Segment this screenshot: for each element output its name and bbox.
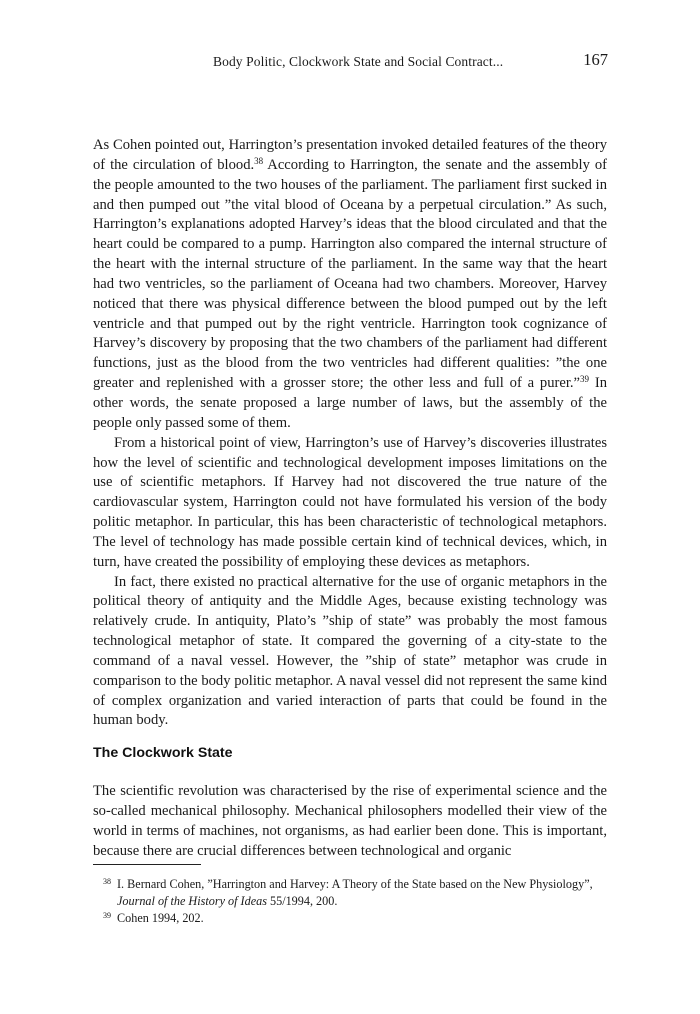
paragraph-scientific-revolution: The scientific revolution was characterised by the rise of experimental science and the so-called mechanical philosophy. Mechanical philosophers modelled their view of the world in terms of machines, not organisms, as had earlier been done. This is important, because there are crucial differences between technological and organic (93, 783, 607, 859)
journal-title: Journal of the History of Ideas (117, 894, 267, 908)
paragraph-text: In other words, the senate proposed a large number of laws, but the assembly of the people only passed some of them. (93, 375, 608, 431)
paragraph-harrington-circulation (93, 136, 607, 434)
footnote-number: 39 (103, 911, 111, 920)
page-number: 167 (583, 50, 608, 69)
footnote-text: I. Bernard Cohen, ”Harrington and Harvey: A Theory of the State based on the New Physiology”, (117, 877, 593, 891)
footnote-text: 55/1994, 200. (266, 894, 338, 908)
paragraph-text: According to Harrington, the senate and the assembly of the people amounted to the two houses of the parliament. The parliament first sucked in and then pumped out ”the vital blood of Oceana by a perpetual circulation.” As such, Harrington’s explanations adopted Harvey’s ideas that the blood circulated and that the heart could be compared to a pump. Harrington also compared the internal structure of the heart with the internal structure of the parliament. In the same way that the heart had two ventricles, so the parliament of Oceana had two chambers. Moreover, Harvey noticed that there was physical difference between the blood pumped out by the left ventricle and that pumped out by the right ventricle. Harrington took cognizance of Harvey’s discovery by proposing that the two chambers of the parliament had different functions, just as the blood from the two ventricles had different qualities: ”the one greater and replenished with a grosser store; the other less and full of a purer.” (93, 156, 607, 392)
footnote-ref-38[interactable]: 38 (254, 155, 264, 166)
footnotes (93, 876, 607, 927)
footnote-39 (93, 910, 607, 927)
paragraph-historical-view: From a historical point of view, Harrington’s use of Harvey’s discoveries illustrates how the level of scientific and technological development imposes limitations on the use of scientific metaphors. If Harvey had not discovered the true nature of the cardiovascular system, Harrington could not have formulated his version of the body politic metaphor. In particular, this has been characteristic of technological metaphors. The level of technology has made possible certain kind of technical devices, which, in turn, have created the possibility of employing these devices as metaphors. (93, 434, 607, 570)
section-heading: The Clockwork State (93, 745, 233, 761)
body-text (93, 136, 607, 731)
footnote-text: Cohen 1994, 202. (117, 911, 204, 925)
paragraph-text: As Cohen pointed out, Harrington’s presentation invoked detailed features of the theory of the circulation of blood. (93, 137, 607, 173)
footnote-number: 38 (103, 877, 111, 886)
section-body-text (93, 782, 607, 861)
footnote-38 (93, 876, 607, 910)
paragraph-organic-metaphors: In fact, there existed no practical alternative for the use of organic metaphors in the political theory of antiquity and the Middle Ages, because existing technology was relatively crude. In antiquity, Plato’s ”ship of state” was probably the most famous technological metaphor of state. It compared the governing of a city-state to the command of a naval vessel. However, the ”ship of state” metaphor was crude in comparison to the body politic metaphor. A naval vessel did not represent the same kind of complex organization and varied interaction of parts that could be found in the human body. (93, 573, 607, 729)
footnote-divider (93, 864, 201, 865)
footnote-ref-39[interactable]: 39 (580, 374, 590, 385)
running-title: Body Politic, Clockwork State and Social Contract... (213, 54, 504, 69)
